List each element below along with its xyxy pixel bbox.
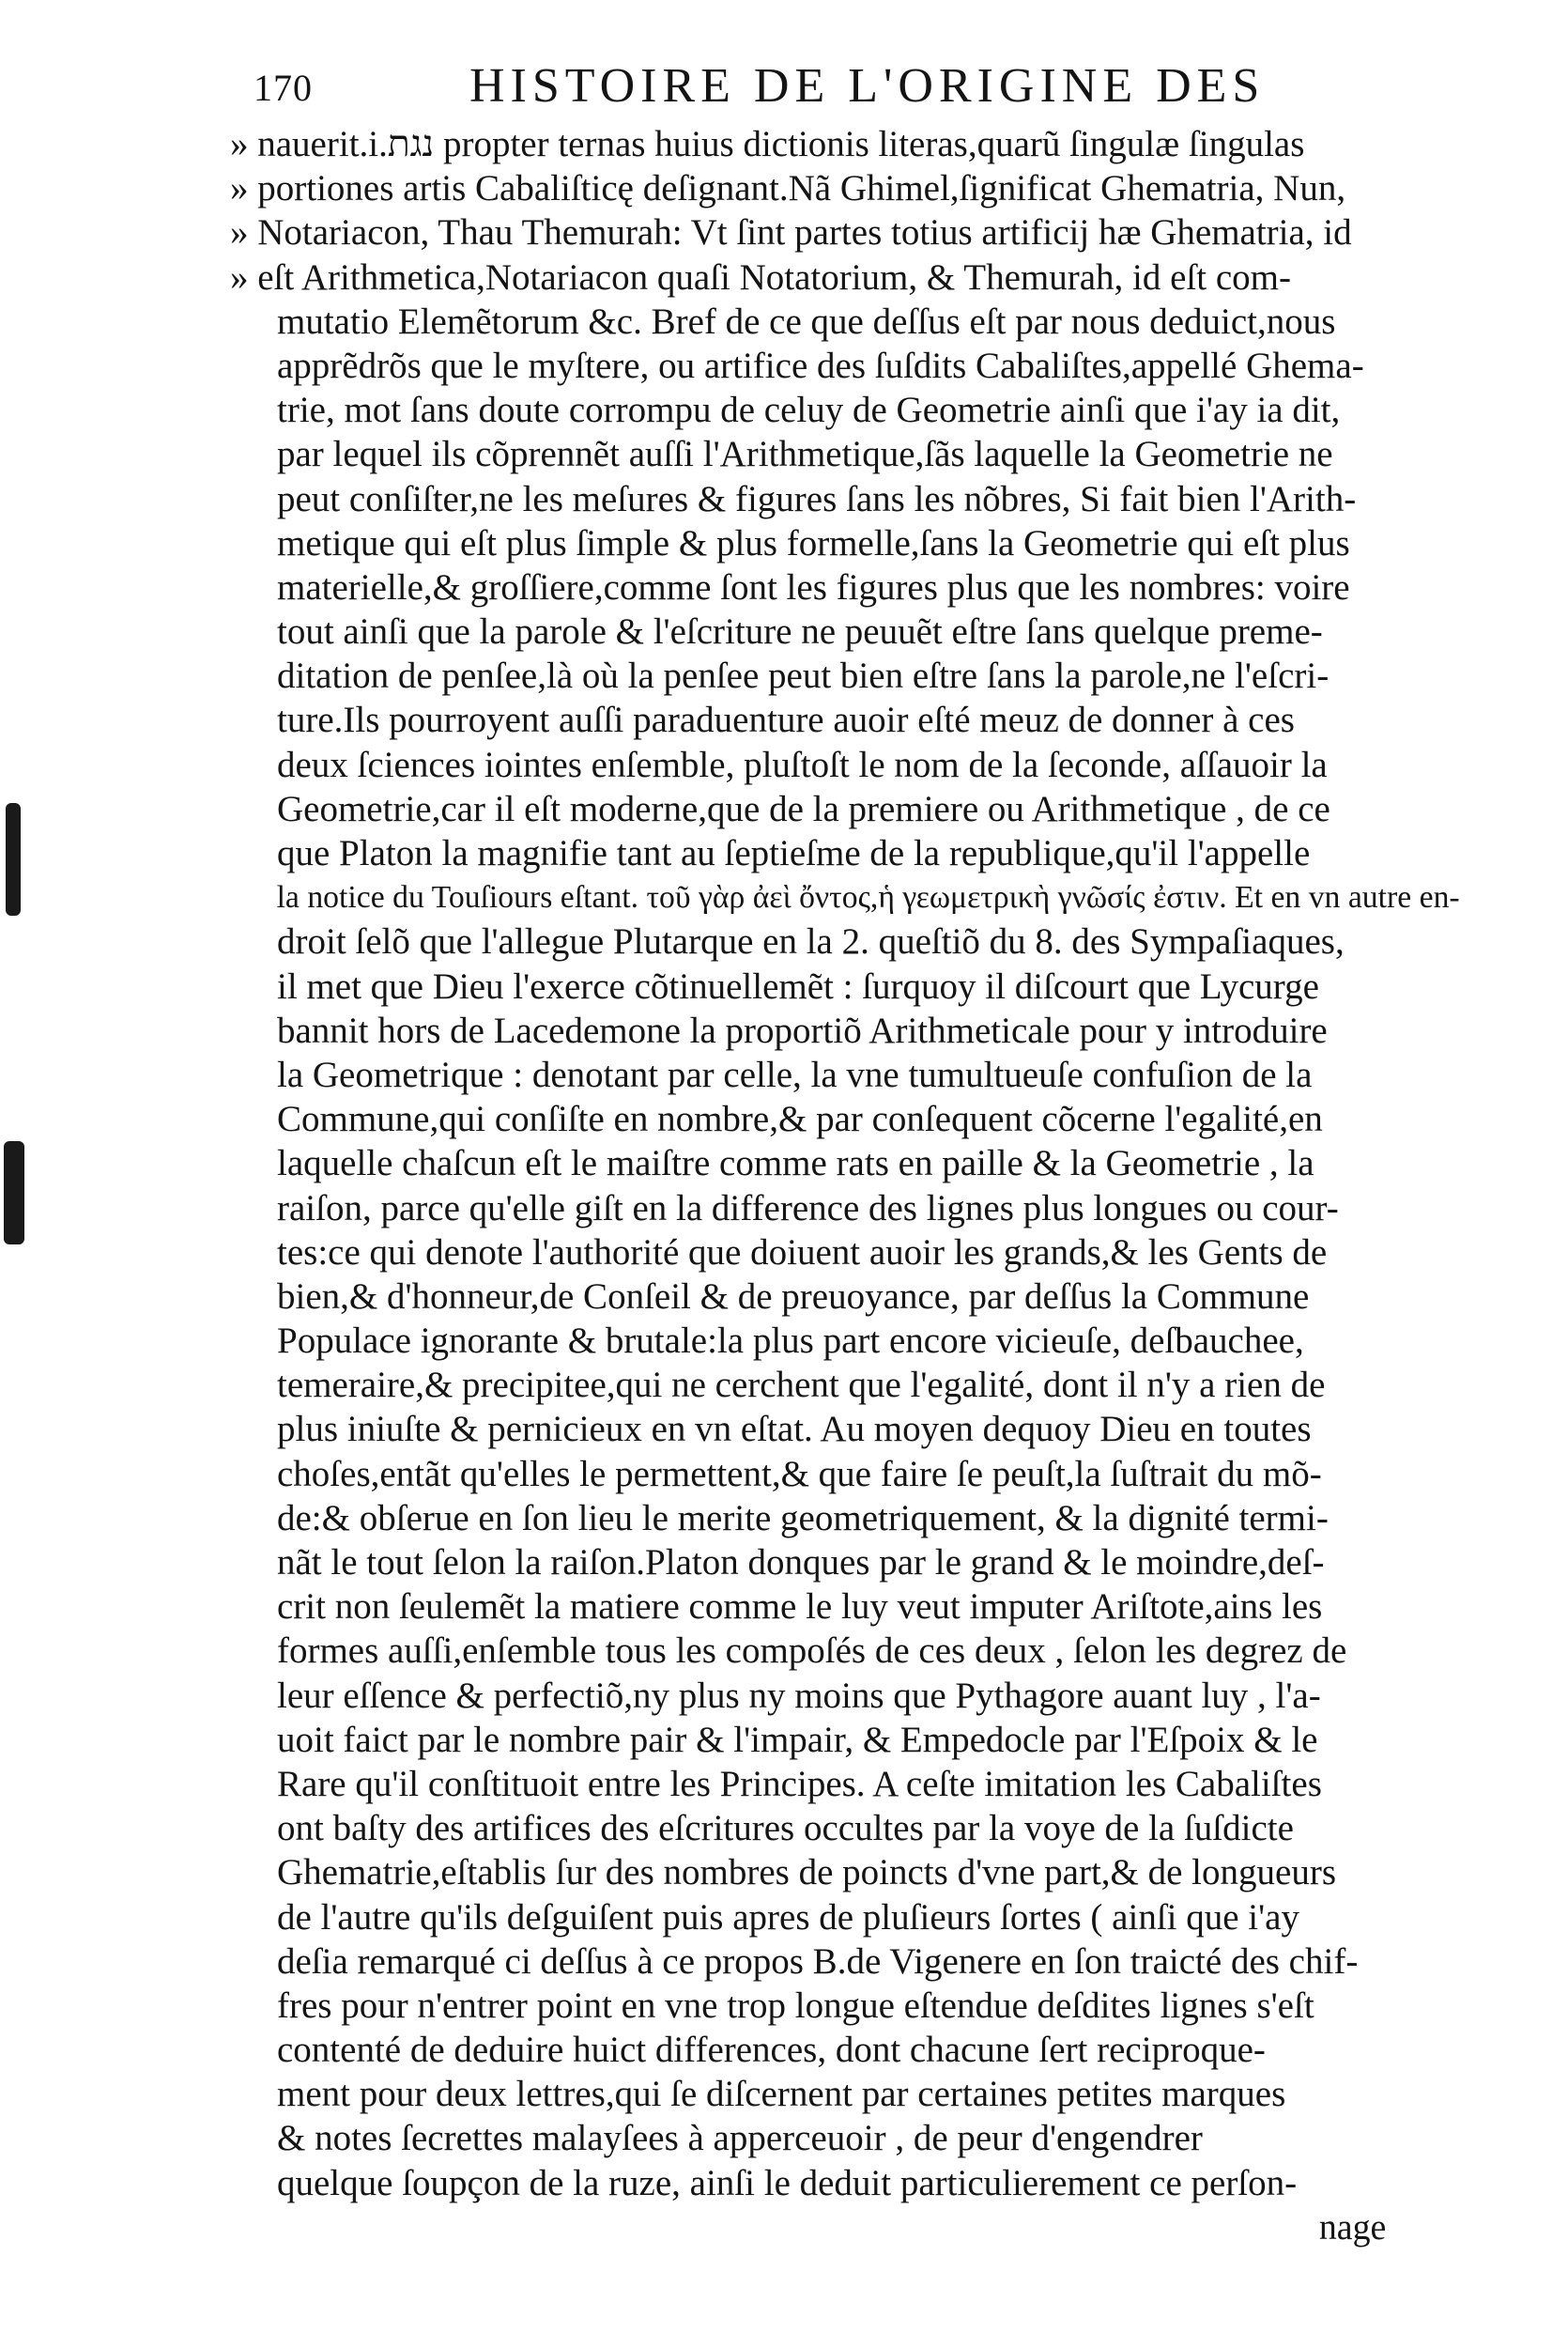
text-line: bien,& d'honneur,de Conſeil & de preuoyance, par deſſus la Commune bbox=[277, 1275, 1310, 1317]
text-line: par lequel ils cõprennẽt auſſi l'Arithmetique,ſãs laquelle la Geometrie ne bbox=[277, 434, 1333, 475]
text-line: ment pour deux lettres,qui ſe diſcernent par certaines petites marques bbox=[277, 2074, 1286, 2115]
text-line: de l'autre qu'ils deſguiſent puis apres de pluſieurs ſortes ( ainſi que i'ay bbox=[277, 1896, 1299, 1938]
text-line: leur eſſence & perfectiõ,ny plus ny moins que Pythagore auant luy , l'a- bbox=[277, 1675, 1321, 1716]
text-line: Geometrie,car il eſt moderne,que de la premiere ou Arithmetique , de ce bbox=[277, 788, 1330, 829]
margin-binding-mark bbox=[6, 803, 21, 916]
text-line: » Notariacon, Thau Themurah: Vt ſint partes totius artificij hæ Ghematria, id bbox=[230, 212, 1352, 254]
text-line: trie, mot ſans doute corrompu de celuy de Geometrie ainſi que i'ay ia dit, bbox=[277, 390, 1341, 431]
text-line: & notes ſecrettes malayſees à apperceuoir , de peur d'engendrer bbox=[277, 2118, 1203, 2159]
margin-binding-mark bbox=[4, 1141, 24, 1244]
text-line: » portiones artis Cabaliſticę deſignant.Nã Ghimel,ſignificat Ghematria, Nun, bbox=[230, 168, 1346, 209]
text-line: metique qui eſt plus ſimple & plus formelle,ſans la Geometrie qui eſt plus bbox=[277, 522, 1350, 564]
text-line: Populace ignorante & brutale:la plus part encore vicieuſe, deſbauchee, bbox=[277, 1321, 1304, 1362]
text-line: temeraire,& precipitee,qui ne cerchent que l'egalité, dont il n'y a rien de bbox=[277, 1365, 1326, 1406]
text-line: formes auſſi,enſemble tous les compoſés de ces deux , ſelon les degrez de bbox=[277, 1630, 1347, 1672]
text-line: la Geometrique : denotant par celle, la vne tumultueuſe confuſion de la bbox=[277, 1054, 1313, 1095]
text-line: plus iniuſte & pernicieux en vn eſtat. Au moyen dequoy Dieu en toutes bbox=[277, 1409, 1312, 1450]
running-head: HISTOIRE DE L'ORIGINE DES bbox=[469, 59, 1266, 113]
text-line: contenté de deduire huict differences, dont chacune ſert reciproque- bbox=[277, 2030, 1266, 2071]
text-line: apprẽdrõs que le myſtere, ou artifice des ſuſdits Cabaliſtes,appellé Ghema- bbox=[277, 345, 1364, 386]
text-line: uoit faict par le nombre pair & l'impair, & Empedocle par l'Eſpoix & le bbox=[277, 1719, 1318, 1760]
text-line: mutatio Elemẽtorum &c. Bref de ce que deſſus eſt par nous deduict,nous bbox=[277, 301, 1336, 342]
text-line: il met que Dieu l'exerce cõtinuellemẽt : ſurquoy il diſcourt que Lycurge bbox=[277, 965, 1319, 1007]
page-number: 170 bbox=[254, 67, 313, 109]
text-line: laquelle chaſcun eſt le maiſtre comme rats en paille & la Geometrie , la bbox=[277, 1143, 1314, 1184]
text-line: ture.Ils pourroyent auſſi paraduenture auoir eſté meuz de donner à ces bbox=[277, 700, 1295, 741]
text-line: ditation de penſee,là où la penſee peut bien eſtre ſans la parole,ne l'eſcri- bbox=[277, 656, 1330, 697]
text-line: quelque ſoupçon de la ruze, ainſi le deduit particulierement ce perſon- bbox=[277, 2162, 1298, 2203]
text-line: de:& obſerue en ſon lieu le merite geometriquement, & la dignité termi- bbox=[277, 1497, 1329, 1538]
text-line: fres pour n'entrer point en vne trop longue eſtendue deſdites lignes s'eſt bbox=[277, 1985, 1314, 2026]
text-line: ont baſty des artifices des eſcritures occultes par la voye de la ſuſdicte bbox=[277, 1808, 1294, 1849]
text-line: choſes,entãt qu'elles le permettent,& que faire ſe peuſt,la ſuſtrait du mõ- bbox=[277, 1453, 1322, 1494]
text-line: droit ſelõ que l'allegue Plutarque en la 2. queſtiõ du 8. des Sympaſiaques, bbox=[277, 921, 1345, 963]
text-line: peut conſiſter,ne les meſures & figures ſans les nõbres, Si fait bien l'Arith- bbox=[277, 478, 1357, 519]
text-line: tes:ce qui denote l'authorité que doiuent auoir les grands,& les Gents de bbox=[277, 1231, 1328, 1273]
text-line: deux ſciences iointes enſemble, pluſtoſt le nom de la ſeconde, aſſauoir la bbox=[277, 744, 1328, 785]
text-line: tout ainſi que la parole & l'eſcriture ne peuuẽt eſtre ſans quelque preme- bbox=[277, 611, 1323, 653]
text-line: raiſon, parce qu'elle giſt en la difference des lignes plus longues ou cour- bbox=[277, 1187, 1339, 1228]
text-line: » eſt Arithmetica,Notariacon quaſi Notatorium, & Themurah, id eſt com- bbox=[230, 256, 1291, 298]
text-line: Commune,qui conſiſte en nombre,& par conſequent cõcerne l'egalité,en bbox=[277, 1099, 1323, 1140]
text-line: deſia remarqué ci deſſus à ce propos B.de Vigenere en ſon traicté des chif- bbox=[277, 1940, 1359, 1982]
text-line: la notice du Touſiours eſtant. τοῦ γὰρ ἀεὶ ὄντος,ἡ γεωμετρικὴ γνῶσίς ἐστιν. Et en vn autre en- bbox=[276, 880, 1460, 916]
catchword: nage bbox=[1318, 2206, 1387, 2248]
text-line: Rare qu'il conſtituoit entre les Principes. A ceſte imitation les Cabaliſtes bbox=[277, 1763, 1322, 1804]
text-line: nãt le tout ſelon la raiſon.Platon donques par le grand & le moindre,deſ- bbox=[277, 1542, 1325, 1583]
text-line: Ghematrie,eſtablis ſur des nombres de poincts d'vne part,& de longueurs bbox=[277, 1852, 1336, 1893]
text-line: » nauerit.i.נגת propter ternas huius dictionis literas,quarũ ſingulæ ſingulas bbox=[230, 124, 1305, 164]
text-line: bannit hors de Lacedemone la proportiõ Arithmeticale pour y introduire bbox=[277, 1010, 1328, 1051]
text-line: crit non ſeulemẽt la matiere comme le luy veut imputer Ariſtote,ains les bbox=[277, 1586, 1323, 1628]
body-text bbox=[230, 122, 1460, 2249]
text-line: materielle,& groſſiere,comme ſont les figures plus que les nombres: voire bbox=[277, 566, 1350, 608]
text-line: que Platon la magnifie tant au ſeptieſme de la republique,qu'il l'appelle bbox=[277, 833, 1311, 873]
